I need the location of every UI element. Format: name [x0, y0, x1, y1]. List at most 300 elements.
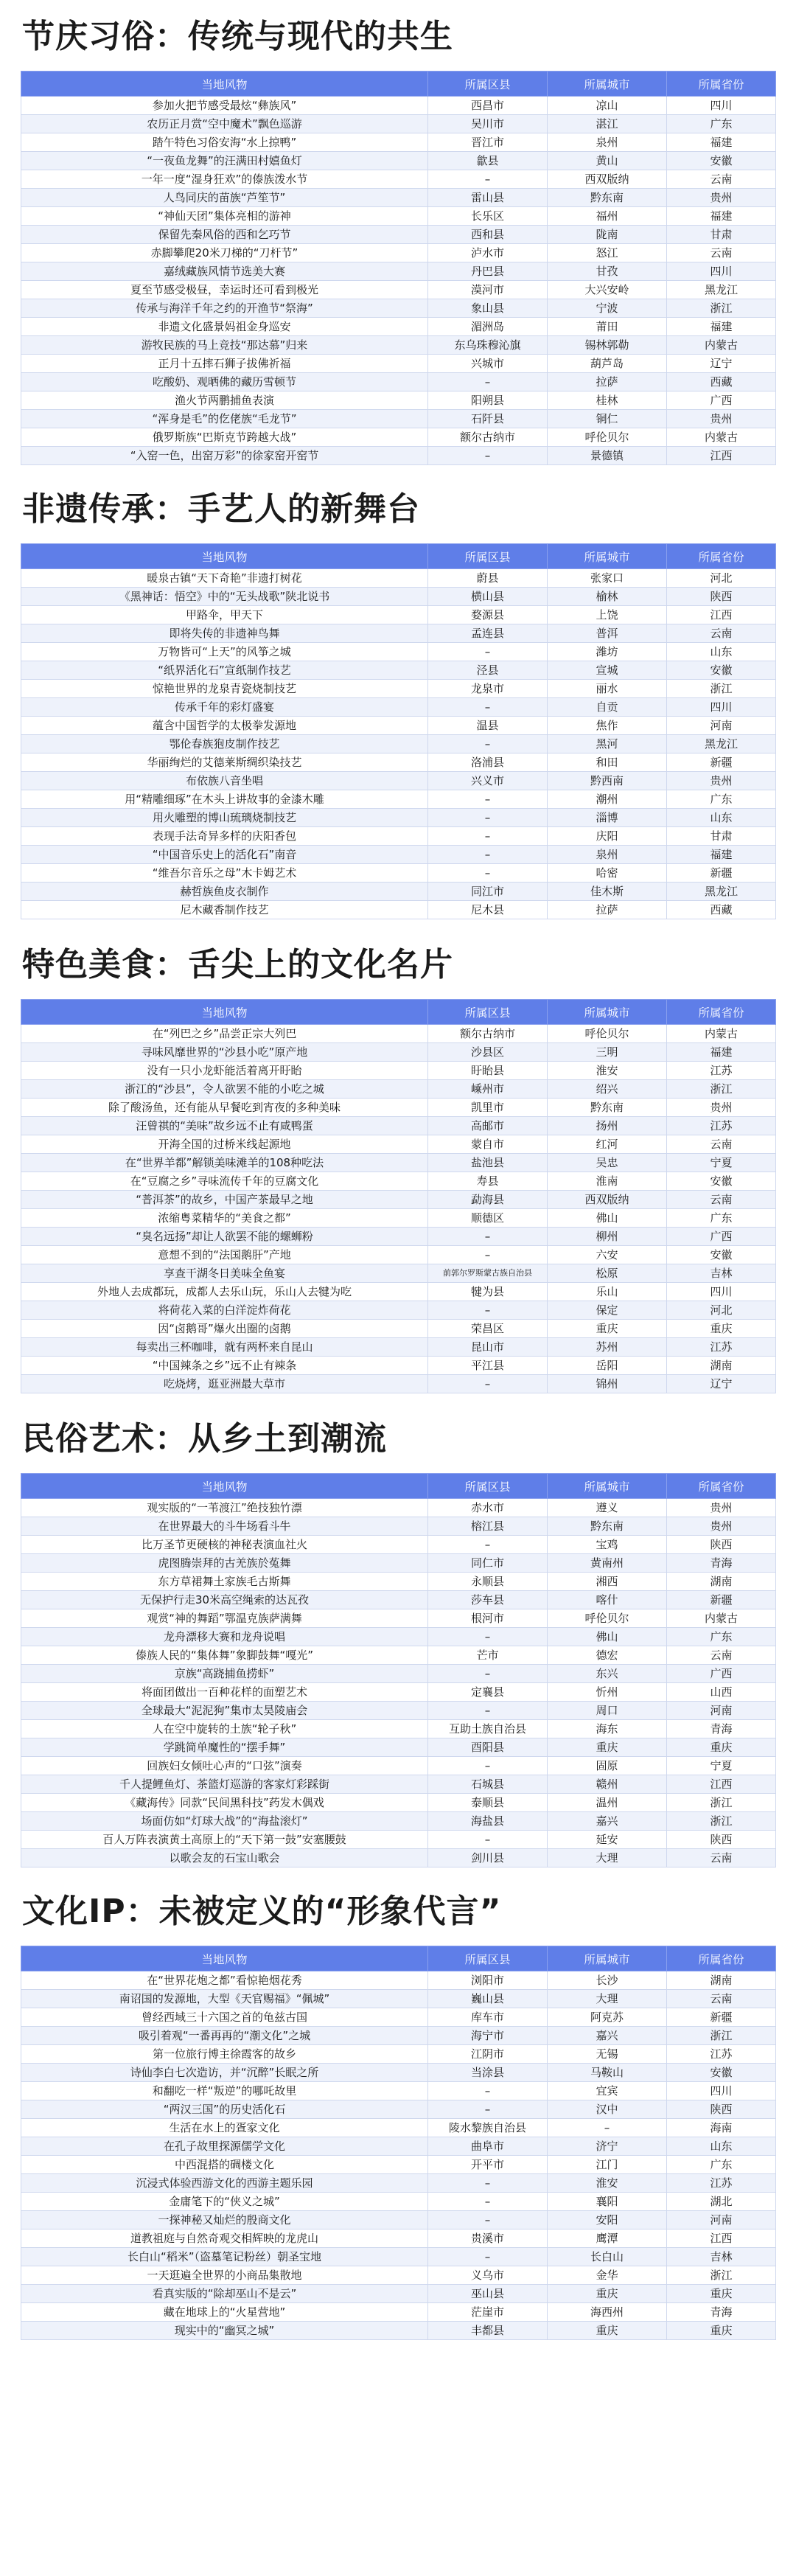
- section-title: 非遗传承：手艺人的新舞台: [22, 490, 420, 528]
- cell-city: 大兴安岭: [548, 281, 667, 299]
- cell-local-feature: 寻味风靡世界的“沙县小吃”原产地: [21, 1043, 428, 1062]
- cell-province: 四川: [667, 262, 776, 281]
- table-row: [21, 391, 776, 410]
- cell-province: 安徽: [667, 2064, 776, 2082]
- cell-district: 温县: [428, 717, 548, 735]
- cell-district: 顺德区: [428, 1209, 548, 1228]
- data-table: [21, 71, 776, 465]
- cell-province: 山西: [667, 1683, 776, 1702]
- table-row: [21, 2322, 776, 2340]
- table-row: [21, 2229, 776, 2248]
- table-header-row: [21, 72, 776, 97]
- cell-province: 云南: [667, 1849, 776, 1867]
- cell-local-feature: 在“豆腐之乡”寻味流传千年的豆腐文化: [21, 1172, 428, 1191]
- cell-local-feature: “浑身是毛”的仡佬族“毛龙节”: [21, 410, 428, 428]
- cell-province: 内蒙古: [667, 336, 776, 355]
- cell-district: 长乐区: [428, 207, 548, 226]
- cell-district: 当涂县: [428, 2064, 548, 2082]
- cell-district: –: [428, 1702, 548, 1720]
- cell-district: 晋江市: [428, 133, 548, 152]
- table-row: [21, 244, 776, 262]
- cell-district: 阳朔县: [428, 391, 548, 410]
- cell-province: 西藏: [667, 373, 776, 391]
- table-row: [21, 2119, 776, 2137]
- cell-local-feature: 鄂伦春族狍皮制作技艺: [21, 735, 428, 753]
- cell-city: 黔东南: [548, 1517, 667, 1536]
- cell-district: –: [428, 1301, 548, 1320]
- cell-local-feature: 表现手法奇异多样的庆阳香包: [21, 827, 428, 846]
- cell-city: 宜宾: [548, 2082, 667, 2100]
- cell-local-feature: 嘉绒藏族风情节选美大赛: [21, 262, 428, 281]
- cell-local-feature: 全球最大“泥泥狗”集市太昊陵庙会: [21, 1702, 428, 1720]
- table-row: [21, 1738, 776, 1757]
- section-2: [21, 487, 775, 919]
- cell-province: 辽宁: [667, 355, 776, 373]
- cell-province: 广东: [667, 115, 776, 133]
- cell-district: 剑川县: [428, 1849, 548, 1867]
- cell-city: 湛江: [548, 115, 667, 133]
- cell-city: 陇南: [548, 226, 667, 244]
- cell-city: 扬州: [548, 1117, 667, 1135]
- cell-district: 根河市: [428, 1609, 548, 1628]
- section-title: 节庆习俗：传统与现代的共生: [22, 18, 453, 55]
- cell-district: 前郭尔罗斯蒙古族自治县: [428, 1264, 548, 1283]
- header-district: 所属区县: [428, 1000, 548, 1025]
- table-row: [21, 809, 776, 827]
- cell-province: 重庆: [667, 1320, 776, 1338]
- cell-city: 铜仁: [548, 410, 667, 428]
- cell-city: 福州: [548, 207, 667, 226]
- cell-local-feature: 一探神秘又灿烂的殷商文化: [21, 2211, 428, 2229]
- cell-local-feature: 夏至节感受极昼，幸运时还可看到极光: [21, 281, 428, 299]
- table-row: [21, 1099, 776, 1117]
- cell-district: 莎车县: [428, 1591, 548, 1609]
- cell-city: 拉萨: [548, 901, 667, 919]
- cell-city: 潍坊: [548, 643, 667, 661]
- cell-local-feature: 曾经西域三十六国之首的龟兹古国: [21, 2008, 428, 2027]
- table-row: [21, 661, 776, 680]
- table-row: [21, 1971, 776, 1990]
- cell-district: 婺源县: [428, 606, 548, 624]
- table-row: [21, 606, 776, 624]
- cell-local-feature: 吃酸奶、观晒佛的藏历雪顿节: [21, 373, 428, 391]
- table-row: [21, 299, 776, 318]
- table-row: [21, 1573, 776, 1591]
- cell-city: 苏州: [548, 1338, 667, 1357]
- table-row: [21, 2248, 776, 2266]
- table-row: [21, 189, 776, 207]
- header-city: 所属城市: [548, 1000, 667, 1025]
- cell-province: 江苏: [667, 1117, 776, 1135]
- cell-city: 黑河: [548, 735, 667, 753]
- cell-city: 莆田: [548, 318, 667, 336]
- table-row: [21, 2285, 776, 2303]
- table-row: [21, 1536, 776, 1554]
- cell-local-feature: 看真实版的“除却巫山不是云”: [21, 2285, 428, 2303]
- table-row: [21, 2027, 776, 2045]
- cell-province: 广东: [667, 2156, 776, 2174]
- cell-district: –: [428, 1665, 548, 1683]
- cell-district: 歙县: [428, 152, 548, 170]
- cell-district: 海宁市: [428, 2027, 548, 2045]
- cell-district: –: [428, 1757, 548, 1775]
- cell-city: 重庆: [548, 2285, 667, 2303]
- cell-province: 安徽: [667, 1246, 776, 1264]
- header-local-feature: 当地风物: [21, 1474, 428, 1499]
- cell-district: –: [428, 170, 548, 189]
- cell-province: 河北: [667, 1301, 776, 1320]
- cell-district: –: [428, 643, 548, 661]
- cell-city: 温州: [548, 1794, 667, 1812]
- table-row: [21, 883, 776, 901]
- cell-city: 宝鸡: [548, 1536, 667, 1554]
- cell-district: 嵊州市: [428, 1080, 548, 1099]
- cell-local-feature: 一年一度“湿身狂欢”的傣族泼水节: [21, 170, 428, 189]
- cell-district: 西昌市: [428, 97, 548, 115]
- table-row: [21, 1794, 776, 1812]
- table-row: [21, 588, 776, 606]
- cell-district: 江阴市: [428, 2045, 548, 2064]
- cell-city: 德宏: [548, 1646, 667, 1665]
- cell-city: 和田: [548, 753, 667, 772]
- section-title: 文化IP：未被定义的“形象代言”: [22, 1893, 502, 1930]
- cell-local-feature: 沉浸式体验西游文化的西游主题乐园: [21, 2174, 428, 2193]
- cell-province: 江西: [667, 606, 776, 624]
- cell-local-feature: 除了酸汤鱼，还有能从早餐吃到宵夜的多种美味: [21, 1099, 428, 1117]
- cell-local-feature: 傣族人民的“集体舞”象脚鼓舞“嘎光”: [21, 1646, 428, 1665]
- cell-local-feature: 因“卤鹅哥”爆火出圈的卤鹅: [21, 1320, 428, 1338]
- cell-city: 西双版纳: [548, 170, 667, 189]
- cell-city: 拉萨: [548, 373, 667, 391]
- cell-local-feature: 意想不到的“法国鹅肝”产地: [21, 1246, 428, 1264]
- header-local-feature: 当地风物: [21, 544, 428, 569]
- cell-local-feature: 将面团做出一百种花样的面塑艺术: [21, 1683, 428, 1702]
- table-row: [21, 1246, 776, 1264]
- cell-local-feature: 浙江的“沙县”，令人欲罢不能的小吃之城: [21, 1080, 428, 1099]
- cell-district: 横山县: [428, 588, 548, 606]
- table-row: [21, 1043, 776, 1062]
- cell-local-feature: 一天逛遍全世界的小商品集散地: [21, 2266, 428, 2285]
- cell-local-feature: 踏午特色习俗安海“水上掠鸭”: [21, 133, 428, 152]
- cell-city: 自贡: [548, 698, 667, 717]
- cell-city: 甘孜: [548, 262, 667, 281]
- cell-city: 宣城: [548, 661, 667, 680]
- table-row: [21, 864, 776, 883]
- cell-province: 陕西: [667, 588, 776, 606]
- cell-district: –: [428, 846, 548, 864]
- cell-district: 石阡县: [428, 410, 548, 428]
- cell-local-feature: 和翻吃一样“叛逆”的哪吒故里: [21, 2082, 428, 2100]
- header-city: 所属城市: [548, 544, 667, 569]
- table-row: [21, 1375, 776, 1393]
- cell-district: 东乌珠穆沁旗: [428, 336, 548, 355]
- cell-local-feature: 传承千年的彩灯盛宴: [21, 698, 428, 717]
- cell-province: 广西: [667, 1228, 776, 1246]
- cell-local-feature: 吃烧烤，逛亚洲最大草市: [21, 1375, 428, 1393]
- cell-local-feature: 观实版的“一苇渡江”绝技独竹漂: [21, 1499, 428, 1517]
- cell-local-feature: “中国辣条之乡”远不止有辣条: [21, 1357, 428, 1375]
- cell-city: 西双版纳: [548, 1191, 667, 1209]
- cell-local-feature: 华丽绚烂的艾德莱斯绸织染技艺: [21, 753, 428, 772]
- cell-district: 库车市: [428, 2008, 548, 2027]
- cell-district: 海盐县: [428, 1812, 548, 1831]
- cell-province: 河南: [667, 2211, 776, 2229]
- table-row: [21, 2082, 776, 2100]
- table-header-row: [21, 544, 776, 569]
- cell-district: 盱眙县: [428, 1062, 548, 1080]
- cell-district: 丹巴县: [428, 262, 548, 281]
- cell-city: 佳木斯: [548, 883, 667, 901]
- table-row: [21, 1831, 776, 1849]
- cell-local-feature: 每卖出三杯咖啡，就有两杯来自昆山: [21, 1338, 428, 1357]
- table-row: [21, 1172, 776, 1191]
- cell-district: 雷山县: [428, 189, 548, 207]
- cell-district: 丰都县: [428, 2322, 548, 2340]
- table-row: [21, 1757, 776, 1775]
- cell-district: 尼木县: [428, 901, 548, 919]
- table-row: [21, 1338, 776, 1357]
- cell-city: 无锡: [548, 2045, 667, 2064]
- cell-district: 寿县: [428, 1172, 548, 1191]
- cell-province: 四川: [667, 2082, 776, 2100]
- cell-district: 赤水市: [428, 1499, 548, 1517]
- cell-city: 柳州: [548, 1228, 667, 1246]
- cell-district: –: [428, 447, 548, 465]
- cell-city: 海西州: [548, 2303, 667, 2322]
- cell-city: 淮安: [548, 2174, 667, 2193]
- cell-city: 凉山: [548, 97, 667, 115]
- cell-province: 吉林: [667, 1264, 776, 1283]
- table-row: [21, 1849, 776, 1867]
- cell-province: 海南: [667, 2119, 776, 2137]
- table-row: [21, 1720, 776, 1738]
- cell-province: 贵州: [667, 1499, 776, 1517]
- cell-city: 呼伦贝尔: [548, 428, 667, 447]
- cell-province: 云南: [667, 1135, 776, 1154]
- header-district: 所属区县: [428, 544, 548, 569]
- table-row: [21, 827, 776, 846]
- cell-district: 泾县: [428, 661, 548, 680]
- cell-local-feature: 人鸟同庆的苗族“芦笙节”: [21, 189, 428, 207]
- cell-district: –: [428, 2211, 548, 2229]
- cell-city: 松原: [548, 1264, 667, 1283]
- cell-city: 安阳: [548, 2211, 667, 2229]
- cell-local-feature: 俄罗斯族“巴斯克节跨越大战”: [21, 428, 428, 447]
- table-row: [21, 1517, 776, 1536]
- cell-local-feature: “两汉三国”的历史活化石: [21, 2100, 428, 2119]
- cell-district: 泰顺县: [428, 1794, 548, 1812]
- cell-city: 延安: [548, 1831, 667, 1849]
- cell-local-feature: 诗仙李白七次造访，并“沉醉”长眠之所: [21, 2064, 428, 2082]
- cell-city: 襄阳: [548, 2193, 667, 2211]
- cell-local-feature: 游牧民族的马上竞技“那达慕”归来: [21, 336, 428, 355]
- cell-province: 广西: [667, 391, 776, 410]
- table-row: [21, 152, 776, 170]
- cell-province: 河南: [667, 1702, 776, 1720]
- cell-district: 开平市: [428, 2156, 548, 2174]
- cell-city: 佛山: [548, 1209, 667, 1228]
- cell-city: 固原: [548, 1757, 667, 1775]
- header-district: 所属区县: [428, 72, 548, 97]
- cell-local-feature: 万物皆可“上天”的风筝之城: [21, 643, 428, 661]
- section-4: [21, 1417, 775, 1867]
- cell-city: 嘉兴: [548, 1812, 667, 1831]
- cell-province: 黑龙江: [667, 735, 776, 753]
- cell-district: 西和县: [428, 226, 548, 244]
- cell-province: 重庆: [667, 2322, 776, 2340]
- cell-province: 江西: [667, 2229, 776, 2248]
- cell-district: 石城县: [428, 1775, 548, 1794]
- cell-district: 酉阳县: [428, 1738, 548, 1757]
- cell-local-feature: “入窑一色，出窑万彩”的徐家窑开窑节: [21, 447, 428, 465]
- cell-province: 福建: [667, 133, 776, 152]
- cell-local-feature: 回族妇女倾吐心声的“口弦”演奏: [21, 1757, 428, 1775]
- cell-local-feature: “维吾尔音乐之母”木卡姆艺术: [21, 864, 428, 883]
- table-row: [21, 753, 776, 772]
- cell-local-feature: 尼木藏香制作技艺: [21, 901, 428, 919]
- cell-city: 周口: [548, 1702, 667, 1720]
- cell-city: 保定: [548, 1301, 667, 1320]
- cell-city: 泉州: [548, 846, 667, 864]
- cell-district: 陵水黎族自治县: [428, 2119, 548, 2137]
- table-row: [21, 373, 776, 391]
- table-row: [21, 115, 776, 133]
- cell-district: 巍山县: [428, 1990, 548, 2008]
- cell-province: 陕西: [667, 1831, 776, 1849]
- cell-local-feature: “臭名远扬”却让人欲罢不能的螺蛳粉: [21, 1228, 428, 1246]
- cell-district: 勐海县: [428, 1191, 548, 1209]
- cell-province: 湖南: [667, 1357, 776, 1375]
- cell-province: 青海: [667, 1720, 776, 1738]
- cell-district: –: [428, 373, 548, 391]
- cell-city: 乐山: [548, 1283, 667, 1301]
- cell-province: 青海: [667, 1554, 776, 1573]
- cell-province: 宁夏: [667, 1154, 776, 1172]
- header-province: 所属省份: [667, 1946, 776, 1971]
- cell-province: 陕西: [667, 1536, 776, 1554]
- cell-city: 淮南: [548, 1172, 667, 1191]
- cell-district: 孟连县: [428, 624, 548, 643]
- cell-province: 贵州: [667, 410, 776, 428]
- cell-province: 宁夏: [667, 1757, 776, 1775]
- cell-district: 沙县区: [428, 1043, 548, 1062]
- cell-district: 额尔古纳市: [428, 1025, 548, 1043]
- table-row: [21, 262, 776, 281]
- cell-local-feature: 没有一只小龙虾能活着离开盱眙: [21, 1062, 428, 1080]
- cell-province: 浙江: [667, 299, 776, 318]
- cell-local-feature: 生活在水上的疍家文化: [21, 2119, 428, 2137]
- cell-city: 锡林郭勒: [548, 336, 667, 355]
- cell-district: –: [428, 2100, 548, 2119]
- cell-local-feature: 惊艳世界的龙泉青瓷烧制技艺: [21, 680, 428, 698]
- cell-city: 绍兴: [548, 1080, 667, 1099]
- cell-province: 浙江: [667, 1794, 776, 1812]
- cell-local-feature: 人在空中旋转的土族“轮子秋”: [21, 1720, 428, 1738]
- cell-local-feature: 吸引着观“一番再再的“潮文化”之城: [21, 2027, 428, 2045]
- table-row: [21, 1117, 776, 1135]
- cell-province: 山东: [667, 643, 776, 661]
- cell-district: 贵溪市: [428, 2229, 548, 2248]
- cell-district: 高邮市: [428, 1117, 548, 1135]
- cell-local-feature: 渔火节两鹏捕鱼表演: [21, 391, 428, 410]
- table-row: [21, 1301, 776, 1320]
- cell-province: 贵州: [667, 189, 776, 207]
- table-row: [21, 1209, 776, 1228]
- cell-local-feature: 非遗文化盛景妈祖金身巡安: [21, 318, 428, 336]
- cell-local-feature: 汪曾祺的“美味”故乡远不止有咸鸭蛋: [21, 1117, 428, 1135]
- cell-city: 红河: [548, 1135, 667, 1154]
- cell-city: 吴忠: [548, 1154, 667, 1172]
- cell-province: 新疆: [667, 864, 776, 883]
- cell-local-feature: 用“精雕细琢”在木头上讲故事的金漆木雕: [21, 790, 428, 809]
- cell-city: 呼伦贝尔: [548, 1025, 667, 1043]
- cell-city: 黄南州: [548, 1554, 667, 1573]
- cell-local-feature: 在孔子故里探源儒学文化: [21, 2137, 428, 2156]
- cell-district: –: [428, 1536, 548, 1554]
- table-row: [21, 2137, 776, 2156]
- cell-city: 黄山: [548, 152, 667, 170]
- cell-local-feature: 以歌会友的石宝山歌会: [21, 1849, 428, 1867]
- cell-province: 云南: [667, 244, 776, 262]
- cell-district: 洛浦县: [428, 753, 548, 772]
- cell-city: 忻州: [548, 1683, 667, 1702]
- cell-district: –: [428, 809, 548, 827]
- cell-district: 互助土族自治县: [428, 1720, 548, 1738]
- cell-district: –: [428, 2248, 548, 2266]
- cell-city: 东兴: [548, 1665, 667, 1683]
- cell-local-feature: “中国音乐史上的活化石”南音: [21, 846, 428, 864]
- cell-district: 巫山县: [428, 2285, 548, 2303]
- table-row: [21, 2064, 776, 2082]
- cell-local-feature: 赤脚攀爬20米刀梯的“刀杆节”: [21, 244, 428, 262]
- table-row: [21, 1665, 776, 1683]
- header-province: 所属省份: [667, 544, 776, 569]
- header-city: 所属城市: [548, 1946, 667, 1971]
- cell-province: 云南: [667, 170, 776, 189]
- cell-city: 佛山: [548, 1628, 667, 1646]
- cell-district: –: [428, 2193, 548, 2211]
- cell-local-feature: 金庸笔下的“侠义之城”: [21, 2193, 428, 2211]
- cell-local-feature: 南诏国的发源地，大型《天官赐福》“佩城”: [21, 1990, 428, 2008]
- cell-district: 昆山市: [428, 1338, 548, 1357]
- cell-local-feature: 《黑神话：悟空》中的“无头战歌”陕北说书: [21, 588, 428, 606]
- cell-province: 安徽: [667, 661, 776, 680]
- cell-province: 贵州: [667, 1099, 776, 1117]
- cell-city: 鹰潭: [548, 2229, 667, 2248]
- cell-city: 赣州: [548, 1775, 667, 1794]
- cell-local-feature: 藏在地球上的“火星营地”: [21, 2303, 428, 2322]
- cell-city: –: [548, 2119, 667, 2137]
- cell-local-feature: 甲路伞，甲天下: [21, 606, 428, 624]
- cell-district: 曲阜市: [428, 2137, 548, 2156]
- cell-province: 甘肃: [667, 827, 776, 846]
- table-row: [21, 901, 776, 919]
- cell-local-feature: 在“世界羊都”解锁美味滩羊的108种吃法: [21, 1154, 428, 1172]
- header-city: 所属城市: [548, 1474, 667, 1499]
- cell-district: 湄洲岛: [428, 318, 548, 336]
- cell-district: 盐池县: [428, 1154, 548, 1172]
- cell-local-feature: 观赏“神的舞蹈”鄂温克族萨满舞: [21, 1609, 428, 1628]
- cell-local-feature: 现实中的“幽冥之城”: [21, 2322, 428, 2340]
- table-row: [21, 1320, 776, 1338]
- cell-city: 黔西南: [548, 772, 667, 790]
- cell-city: 焦作: [548, 717, 667, 735]
- cell-province: 四川: [667, 97, 776, 115]
- table-row: [21, 1775, 776, 1794]
- cell-district: 额尔古纳市: [428, 428, 548, 447]
- cell-local-feature: “一夜鱼龙舞”的汪满田村嬉鱼灯: [21, 152, 428, 170]
- cell-city: 长沙: [548, 1971, 667, 1990]
